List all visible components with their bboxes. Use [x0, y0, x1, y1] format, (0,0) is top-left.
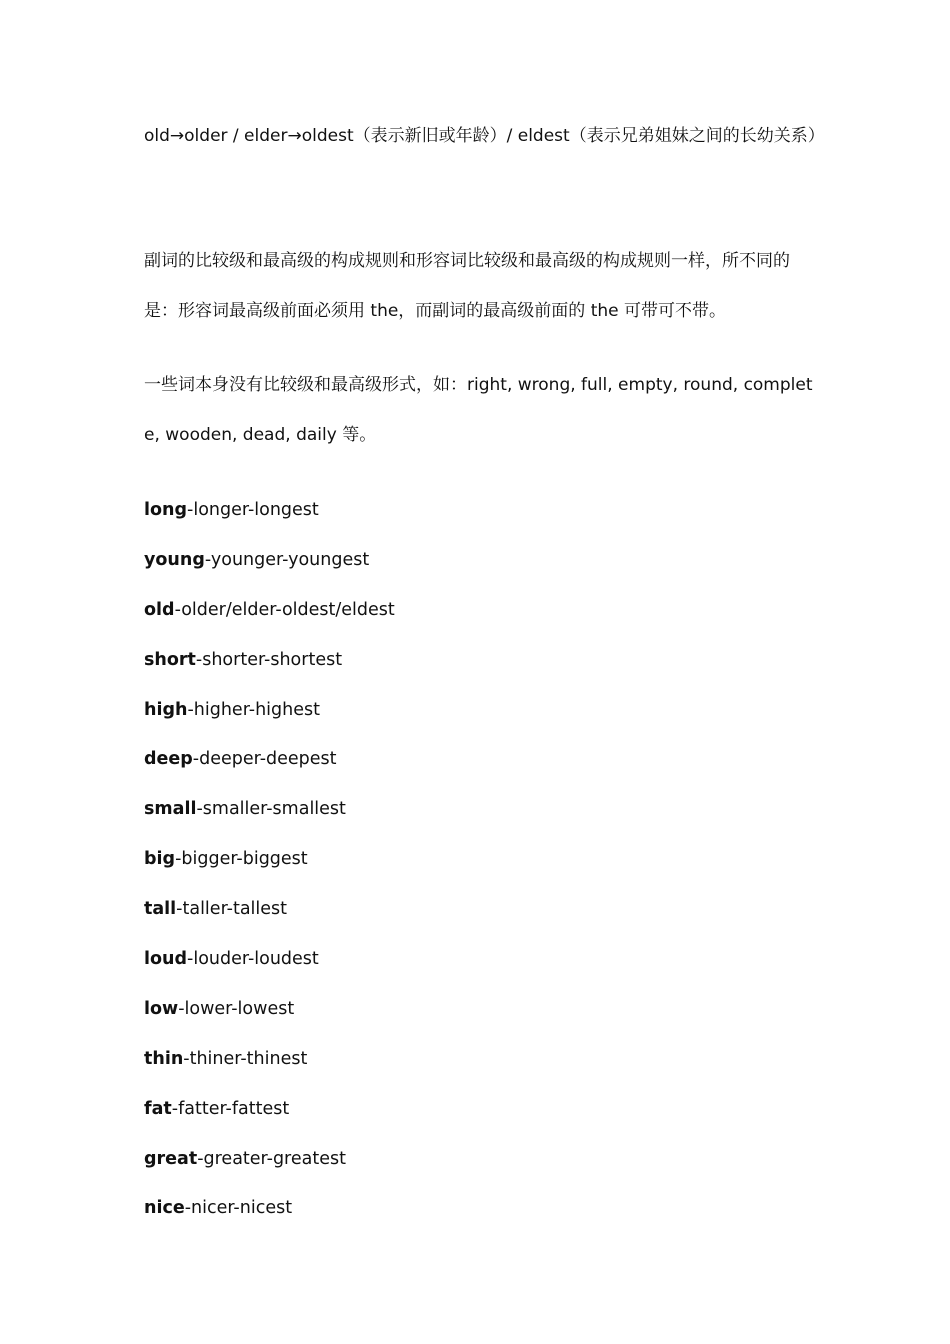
word-forms: -higher-highest — [187, 699, 320, 720]
list-item — [144, 934, 395, 984]
base-word: long — [144, 500, 188, 520]
list-item — [144, 485, 395, 535]
word-forms: -thiner-thinest — [183, 1048, 308, 1069]
list-item — [144, 784, 395, 834]
list-item — [144, 635, 395, 685]
base-word: deep — [144, 749, 193, 770]
list-item — [144, 1183, 395, 1233]
word-forms: -greater-greatest — [197, 1148, 346, 1169]
word-forms: -taller-tallest — [176, 899, 288, 920]
word-forms: -smaller-smallest — [196, 799, 346, 820]
list-item — [144, 984, 395, 1034]
word-forms: -louder-loudest — [187, 949, 319, 970]
base-word: high — [144, 699, 188, 720]
base-word: young — [144, 549, 205, 570]
base-word: nice — [144, 1198, 185, 1219]
comparative-list — [144, 485, 395, 1233]
base-word: thin — [144, 1048, 184, 1069]
list-item — [144, 734, 395, 784]
base-word: great — [144, 1148, 198, 1169]
list-item — [144, 585, 395, 635]
word-forms: -deeper-deepest — [192, 749, 337, 770]
base-word: short — [144, 649, 196, 670]
list-item — [144, 834, 395, 884]
word-forms: -longer-longest — [187, 500, 319, 520]
base-word: loud — [144, 949, 188, 970]
word-forms: -younger-youngest — [204, 549, 370, 570]
word-forms: -fatter-fattest — [171, 1098, 290, 1119]
list-item — [144, 685, 395, 735]
base-word: fat — [144, 1098, 172, 1119]
word-forms: -nicer-nicest — [184, 1198, 293, 1219]
word-forms: -shorter-shortest — [195, 649, 343, 670]
base-word: tall — [144, 899, 177, 920]
list-item — [144, 1084, 395, 1134]
paragraph-adverb-rule: 副词的比较级和最高级的构成规则和形容词比较级和最高级的构成规则一样，所不同的是：形容词最高级前面必须用 the，而副词的最高级前面的 the 可带可不带。 — [144, 251, 790, 321]
base-word: big — [144, 849, 176, 870]
paragraph-no-comparative: 一些词本身没有比较级和最高级形式，如：right, wrong, full, empty, round, complete, wooden, dead, daily 等。 — [144, 375, 813, 445]
word-forms: -bigger-biggest — [175, 849, 308, 870]
base-word: old — [144, 599, 175, 620]
base-word: small — [144, 799, 197, 820]
list-item — [144, 535, 395, 585]
paragraph-old-forms: old→older / elder→oldest（表示新旧或年龄）/ eldest（表示兄弟姐妹之间的长幼关系） — [144, 126, 825, 146]
base-word: low — [144, 998, 179, 1019]
list-item — [144, 1034, 395, 1084]
list-item — [144, 884, 395, 934]
word-forms: -older/elder-oldest/eldest — [174, 599, 395, 620]
word-forms: -lower-lowest — [178, 998, 295, 1019]
list-item — [144, 1134, 395, 1184]
